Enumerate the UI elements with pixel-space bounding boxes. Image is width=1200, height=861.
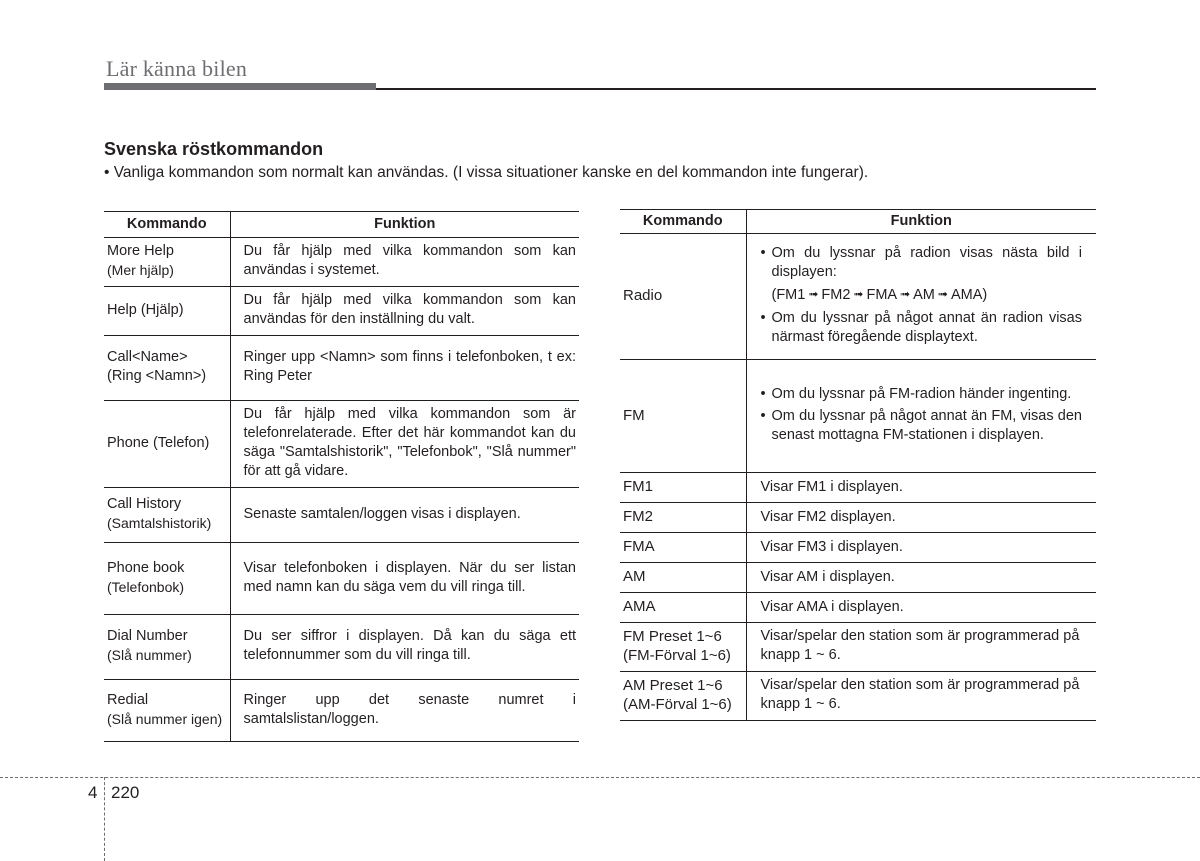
function-cell: Visar FM3 i displayen. — [746, 533, 1096, 563]
fm-bullet-1: • Om du lyssnar på FM-radion händer ingenting. — [761, 385, 1083, 404]
command-sublabel: (Samtalshistorik) — [107, 515, 212, 531]
command-label: FM Preset 1~6 — [623, 628, 722, 645]
footer-dashed-rule — [0, 777, 1200, 778]
command-label: Redial — [107, 691, 149, 708]
command-sublabel: (Mer hjälp) — [107, 262, 174, 278]
command-cell: FM1 — [620, 473, 746, 503]
arrow-right-icon: ➟ — [808, 287, 819, 301]
arrow-right-icon: ➟ — [937, 287, 948, 301]
command-sublabel: (FM-Förval 1~6) — [623, 647, 731, 664]
function-cell: Visar AMA i displayen. — [746, 593, 1096, 623]
table-row — [620, 623, 1096, 672]
arrow-right-icon: ➟ — [900, 287, 911, 301]
sequence-item: (FM1 — [771, 287, 806, 303]
sequence-item: FM2 — [821, 287, 851, 303]
command-label: Call<Name> — [107, 349, 188, 365]
command-sublabel: (Slå nummer igen) — [107, 710, 223, 727]
command-label: More Help — [107, 243, 174, 259]
table-row — [104, 615, 579, 680]
column-header-function: Funktion — [230, 212, 579, 238]
function-cell: Visar FM2 displayen. — [746, 503, 1096, 533]
command-cell — [104, 238, 230, 287]
table-row — [104, 543, 579, 615]
command-cell — [104, 680, 230, 742]
command-cell: FM2 — [620, 503, 746, 533]
command-label: Phone book — [107, 559, 185, 576]
fm-bullet-2: • Om du lyssnar på något annat än FM, visas den senast mottagna FM-stationen i displayen. — [761, 407, 1083, 445]
sequence-item: AMA) — [950, 287, 988, 303]
command-cell — [104, 336, 230, 401]
command-cell — [104, 401, 230, 488]
sequence-item: FMA — [866, 287, 898, 303]
function-cell: Visar/spelar den station som är programmerad på knapp 1 ~ 6. — [746, 672, 1096, 721]
table-header-row — [104, 212, 579, 238]
function-cell: Visar/spelar den station som är programmerad på knapp 1 ~ 6. — [746, 623, 1096, 672]
command-cell: FM — [620, 360, 746, 473]
table-row — [104, 238, 579, 287]
radio-sequence — [761, 286, 1083, 305]
page-number: 220 — [111, 783, 140, 802]
chapter-number: 4 — [88, 783, 98, 802]
function-cell: Senaste samtalen/loggen visas i displayen. — [230, 488, 579, 543]
sequence-item: AM — [913, 287, 935, 303]
table-row — [620, 503, 1096, 533]
table-row — [104, 336, 579, 401]
section-title: Svenska röstkommandon — [104, 139, 324, 159]
table-row — [620, 593, 1096, 623]
command-label: Call History — [107, 496, 182, 512]
table-row — [620, 473, 1096, 503]
command-cell — [104, 287, 230, 336]
function-cell: Visar AM i displayen. — [746, 563, 1096, 593]
left-command-table — [104, 211, 579, 742]
command-label: Dial Number — [107, 628, 188, 644]
function-cell: Du får hjälp med vilka kommandon som kan användas för den inställning du valt. — [230, 287, 579, 336]
command-cell: FMA — [620, 533, 746, 563]
command-cell — [620, 623, 746, 672]
command-label: Help (Hjälp) — [107, 301, 184, 318]
section-intro: • Vanliga kommandon som normalt kan användas. (I vissa situationer kanske en del kommandon inte fungerar). — [104, 164, 869, 181]
command-sublabel: (Ring <Namn>) — [107, 368, 207, 384]
table-row — [104, 680, 579, 742]
table-row — [104, 488, 579, 543]
column-header-command: Kommando — [104, 212, 230, 238]
table-header-row — [620, 210, 1096, 234]
footer-vertical-dashed-rule — [104, 777, 105, 861]
table-row — [104, 287, 579, 336]
command-sublabel: (Slå nummer) — [107, 647, 192, 663]
table-row — [620, 533, 1096, 563]
column-header-function: Funktion — [746, 210, 1096, 234]
function-cell: Ringer upp <Namn> som finns i telefonboken, t ex: Ring Peter — [230, 336, 579, 401]
command-label: Phone (Telefon) — [107, 434, 210, 451]
command-cell — [104, 488, 230, 543]
function-cell — [746, 360, 1096, 473]
table-row-radio — [620, 234, 1096, 360]
function-cell: Visar telefonboken i displayen. När du ser listan med namn kan du säga vem du vill ringa till. — [230, 543, 579, 615]
command-cell — [620, 672, 746, 721]
radio-bullet-1: • Om du lyssnar på radion visas nästa bild i displayen: — [761, 244, 1083, 282]
function-cell: Du får hjälp med vilka kommandon som är telefonrelaterade. Efter det här kommandot kan du säga "Samtalshistorik", "Telefonbok", "Slå nummer" för att gå vidare. — [230, 401, 579, 488]
radio-bullet-2: • Om du lyssnar på något annat än radion visas närmast föregående displaytext. — [761, 309, 1083, 347]
command-label: AM Preset 1~6 — [623, 677, 723, 694]
page-header-title: Lär känna bilen — [106, 56, 248, 81]
header-rule-thick — [104, 83, 376, 90]
table-row — [620, 563, 1096, 593]
command-sublabel: (Telefonbok) — [107, 578, 185, 595]
command-cell: AM — [620, 563, 746, 593]
function-cell: Du ser siffror i displayen. Då kan du säga ett telefonnummer som du vill ringa till. — [230, 615, 579, 680]
right-command-table — [620, 209, 1096, 721]
command-cell — [104, 543, 230, 615]
table-row — [620, 672, 1096, 721]
command-cell: Radio — [620, 234, 746, 360]
command-sublabel: (AM-Förval 1~6) — [623, 696, 732, 713]
function-cell: Du får hjälp med vilka kommandon som kan användas i systemet. — [230, 238, 579, 287]
table-row — [104, 401, 579, 488]
header-rule-thin — [376, 88, 1096, 90]
table-row-fm — [620, 360, 1096, 473]
command-cell — [104, 615, 230, 680]
function-cell: Ringer upp det senaste numret i samtalslistan/loggen. — [230, 680, 579, 742]
function-cell: Visar FM1 i displayen. — [746, 473, 1096, 503]
function-cell — [746, 234, 1096, 360]
arrow-right-icon: ➟ — [853, 287, 864, 301]
command-cell: AMA — [620, 593, 746, 623]
column-header-command: Kommando — [620, 210, 746, 234]
